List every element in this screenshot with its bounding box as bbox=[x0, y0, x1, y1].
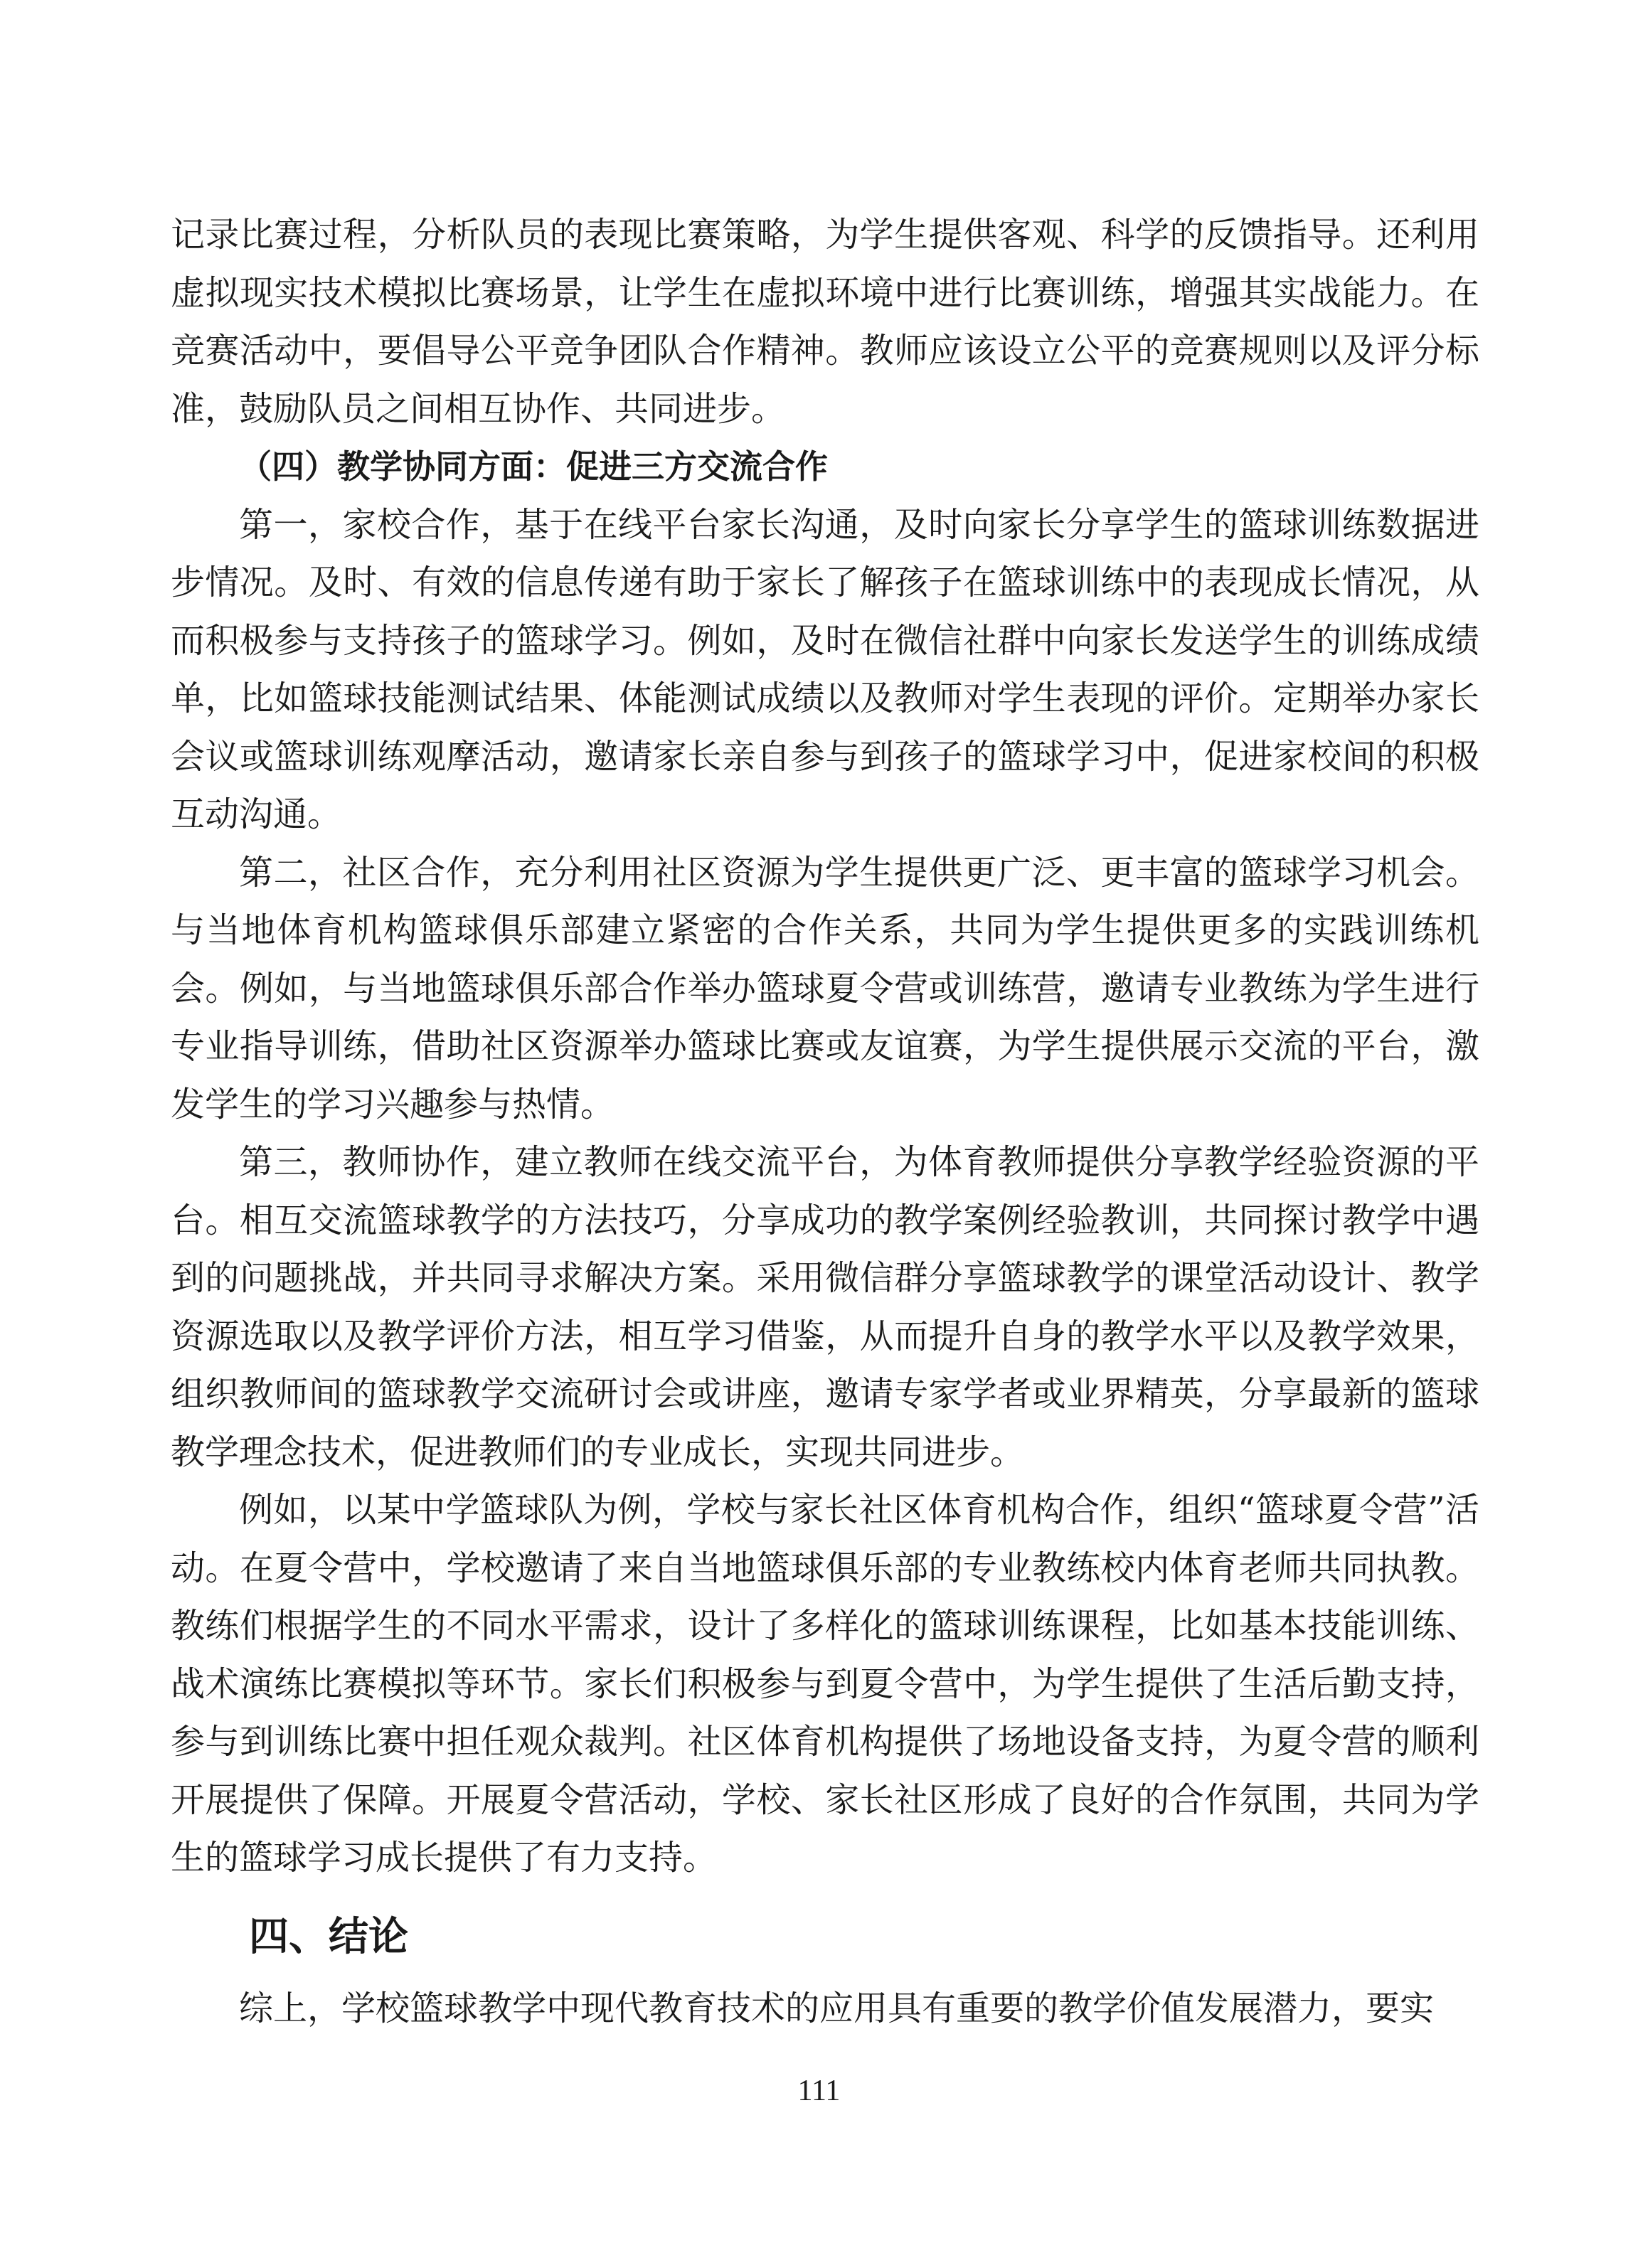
page-body bbox=[171, 206, 1479, 2038]
page-number: 111 bbox=[797, 2075, 841, 2107]
paragraph-summer-camp-example: 例如，以某中学篮球队为例，学校与家长社区体育机构合作，组织“篮球夏令营”活动。在夏令营中，学校邀请了来自当地篮球俱乐部的专业教练校内体育老师共同执教。教练们根据学生的不同水平需求，设计了多样化的篮球训练课程，比如基本技能训练、战术演练比赛模拟等环节。家长们积极参与到夏令营中，为学生提供了生活后勤支持，参与到训练比赛中担任观众裁判。社区体育机构提供了场地设备支持，为夏令营的顺利开展提供了保障。开展夏令营活动，学校、家长社区形成了良好的合作氛围，共同为学生的篮球学习成长提供了有力支持。 bbox=[171, 1490, 1479, 1878]
section-heading-conclusion: 四、结论 bbox=[249, 1913, 408, 1960]
paragraph-conclusion: 综上，学校篮球教学中现代教育技术的应用具有重要的教学价值发展潜力，要实 bbox=[239, 1988, 1435, 2028]
paragraph-community-cooperation: 第二，社区合作，充分利用社区资源为学生提供更广泛、更丰富的篮球学习机会。与当地体育机构篮球俱乐部建立紧密的合作关系，共同为学生提供更多的实践训练机会。例如，与当地篮球俱乐部合作举办篮球夏令营或训练营，邀请专业教练为学生进行专业指导训练，借助社区资源举办篮球比赛或友谊赛，为学生提供展示交流的平台，激发学生的学习兴趣参与热情。 bbox=[171, 852, 1479, 1124]
paragraph-continuation: 记录比赛过程，分析队员的表现比赛策略，为学生提供客观、科学的反馈指导。还利用虚拟现实技术模拟比赛场景，让学生在虚拟环境中进行比赛训练，增强其实战能力。在竞赛活动中，要倡导公平竞争团队合作精神。教师应该设立公平的竞赛规则以及评分标准，鼓励队员之间相互协作、共同进步。 bbox=[171, 215, 1479, 429]
paragraph-home-school-cooperation: 第一，家校合作，基于在线平台家长沟通，及时向家长分享学生的篮球训练数据进步情况。及时、有效的信息传递有助于家长了解孩子在篮球训练中的表现成长情况，从而积极参与支持孩子的篮球学习。例如，及时在微信社群中向家长发送学生的训练成绩单，比如篮球技能测试结果、体能测试成绩以及教师对学生表现的评价。定期举办家长会议或篮球训练观摩活动，邀请家长亲自参与到孩子的篮球学习中，促进家校间的积极互动沟通。 bbox=[171, 504, 1479, 834]
subheading-teaching-collaboration: （四）教学协同方面：促进三方交流合作 bbox=[239, 447, 828, 486]
paragraph-teacher-collaboration: 第三，教师协作，建立教师在线交流平台，为体育教师提供分享教学经验资源的平台。相互交流篮球教学的方法技巧，分享成功的教学案例经验教训，共同探讨教学中遇到的问题挑战，并共同寻求解决方案。采用微信群分享篮球教学的课堂活动设计、教学资源选取以及教学评价方法，相互学习借鉴，从而提升自身的教学水平以及教学效果，组织教师间的篮球教学交流研讨会或讲座，邀请专家学者或业界精英，分享最新的篮球教学理念技术，促进教师们的专业成长，实现共同进步。 bbox=[171, 1142, 1479, 1472]
